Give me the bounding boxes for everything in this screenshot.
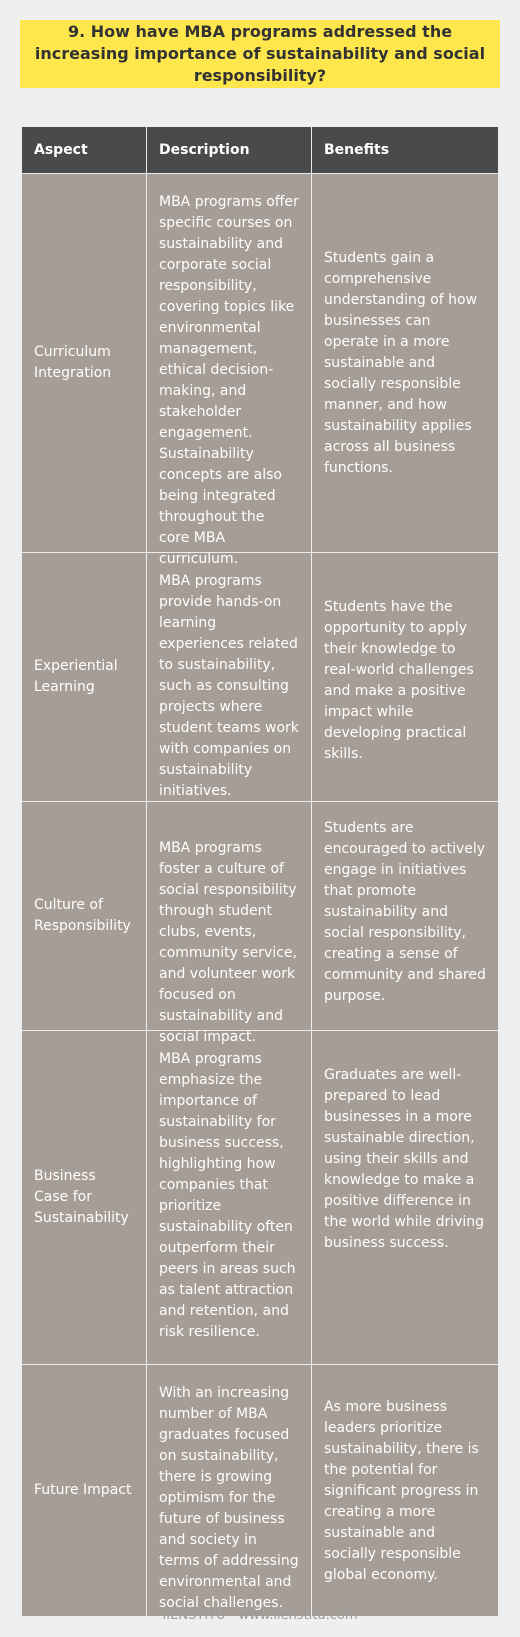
benefits-cell: Graduates are well-prepared to lead businesses in a more sustainable direction, using their skills and knowledge to make a positive difference in the world while driving business success. (324, 1067, 485, 1251)
table-row (22, 802, 498, 1031)
table-row (22, 1031, 498, 1365)
description-cell: MBA programs foster a culture of social responsibility through student clubs, events, community service, and volunteer work focused on sustainability and (146, 802, 312, 1030)
benefits-cell: Students gain a comprehensive understanding of how businesses can operate in a more sustainable and socially responsible manner, and how sustainability applies across all business functions. (324, 249, 478, 476)
table-header-row (22, 127, 498, 174)
footer-credit: IIENSTITU - www.iienstitu.com (162, 1608, 358, 1623)
aspect-cell: Curriculum Integration (34, 344, 112, 381)
page-title: 9. How have MBA programs addressed the increasing importance of sustainability and social responsibility? (34, 22, 486, 85)
description-cell: MBA programs provide hands-on learning experiences related to sustainability, such as consulting projects where student teams work with companies on sustainability initiatives. (146, 553, 312, 801)
description-cell: With an increasing number of MBA graduates focused on sustainability, there is growing optimism for the future of business and society in terms of addressing environmental and social challenges. (146, 1365, 312, 1616)
aspect-cell: Future Impact (34, 1482, 132, 1498)
table-row (22, 174, 498, 553)
aspect-cell: Experiential Learning (34, 658, 118, 695)
aspect-cell: Business Case for Sustainability (34, 1168, 129, 1226)
aspect-cell: Culture of Responsibility (34, 897, 131, 934)
benefits-cell: Students have the opportunity to apply their knowledge to real-world challenges and make a positive impact while developing practical skills. (324, 599, 474, 762)
table-row (22, 1365, 498, 1616)
table-row (22, 553, 498, 802)
header-description: Description (146, 127, 312, 173)
info-table (22, 127, 498, 1616)
benefits-cell: As more business leaders prioritize sustainability, there is the potential for significant progress in creating a more sustainable and socially responsible global economy. (324, 1399, 479, 1583)
description-cell: MBA programs offer specific courses on sustainability and corporate social responsibility, covering topics like environmental management, ethical decision-making, and stakeholder engagement. Sustainability concepts are also being integrated throughout the core MBA (146, 174, 312, 552)
header-benefits: Benefits (324, 141, 390, 158)
title-banner (20, 20, 500, 88)
header-aspect: Aspect (34, 141, 88, 158)
benefits-cell: Students are encouraged to actively engage in initiatives that promote sustainability and social responsibility, creating a sense of community and shared purpose. (324, 820, 486, 1004)
description-cell: MBA programs emphasize the importance of sustainability for business success, highlighting how companies that prioritize sustainability often outperform their peers in areas such as talent attraction and retention, and risk resilience. (146, 1031, 312, 1364)
